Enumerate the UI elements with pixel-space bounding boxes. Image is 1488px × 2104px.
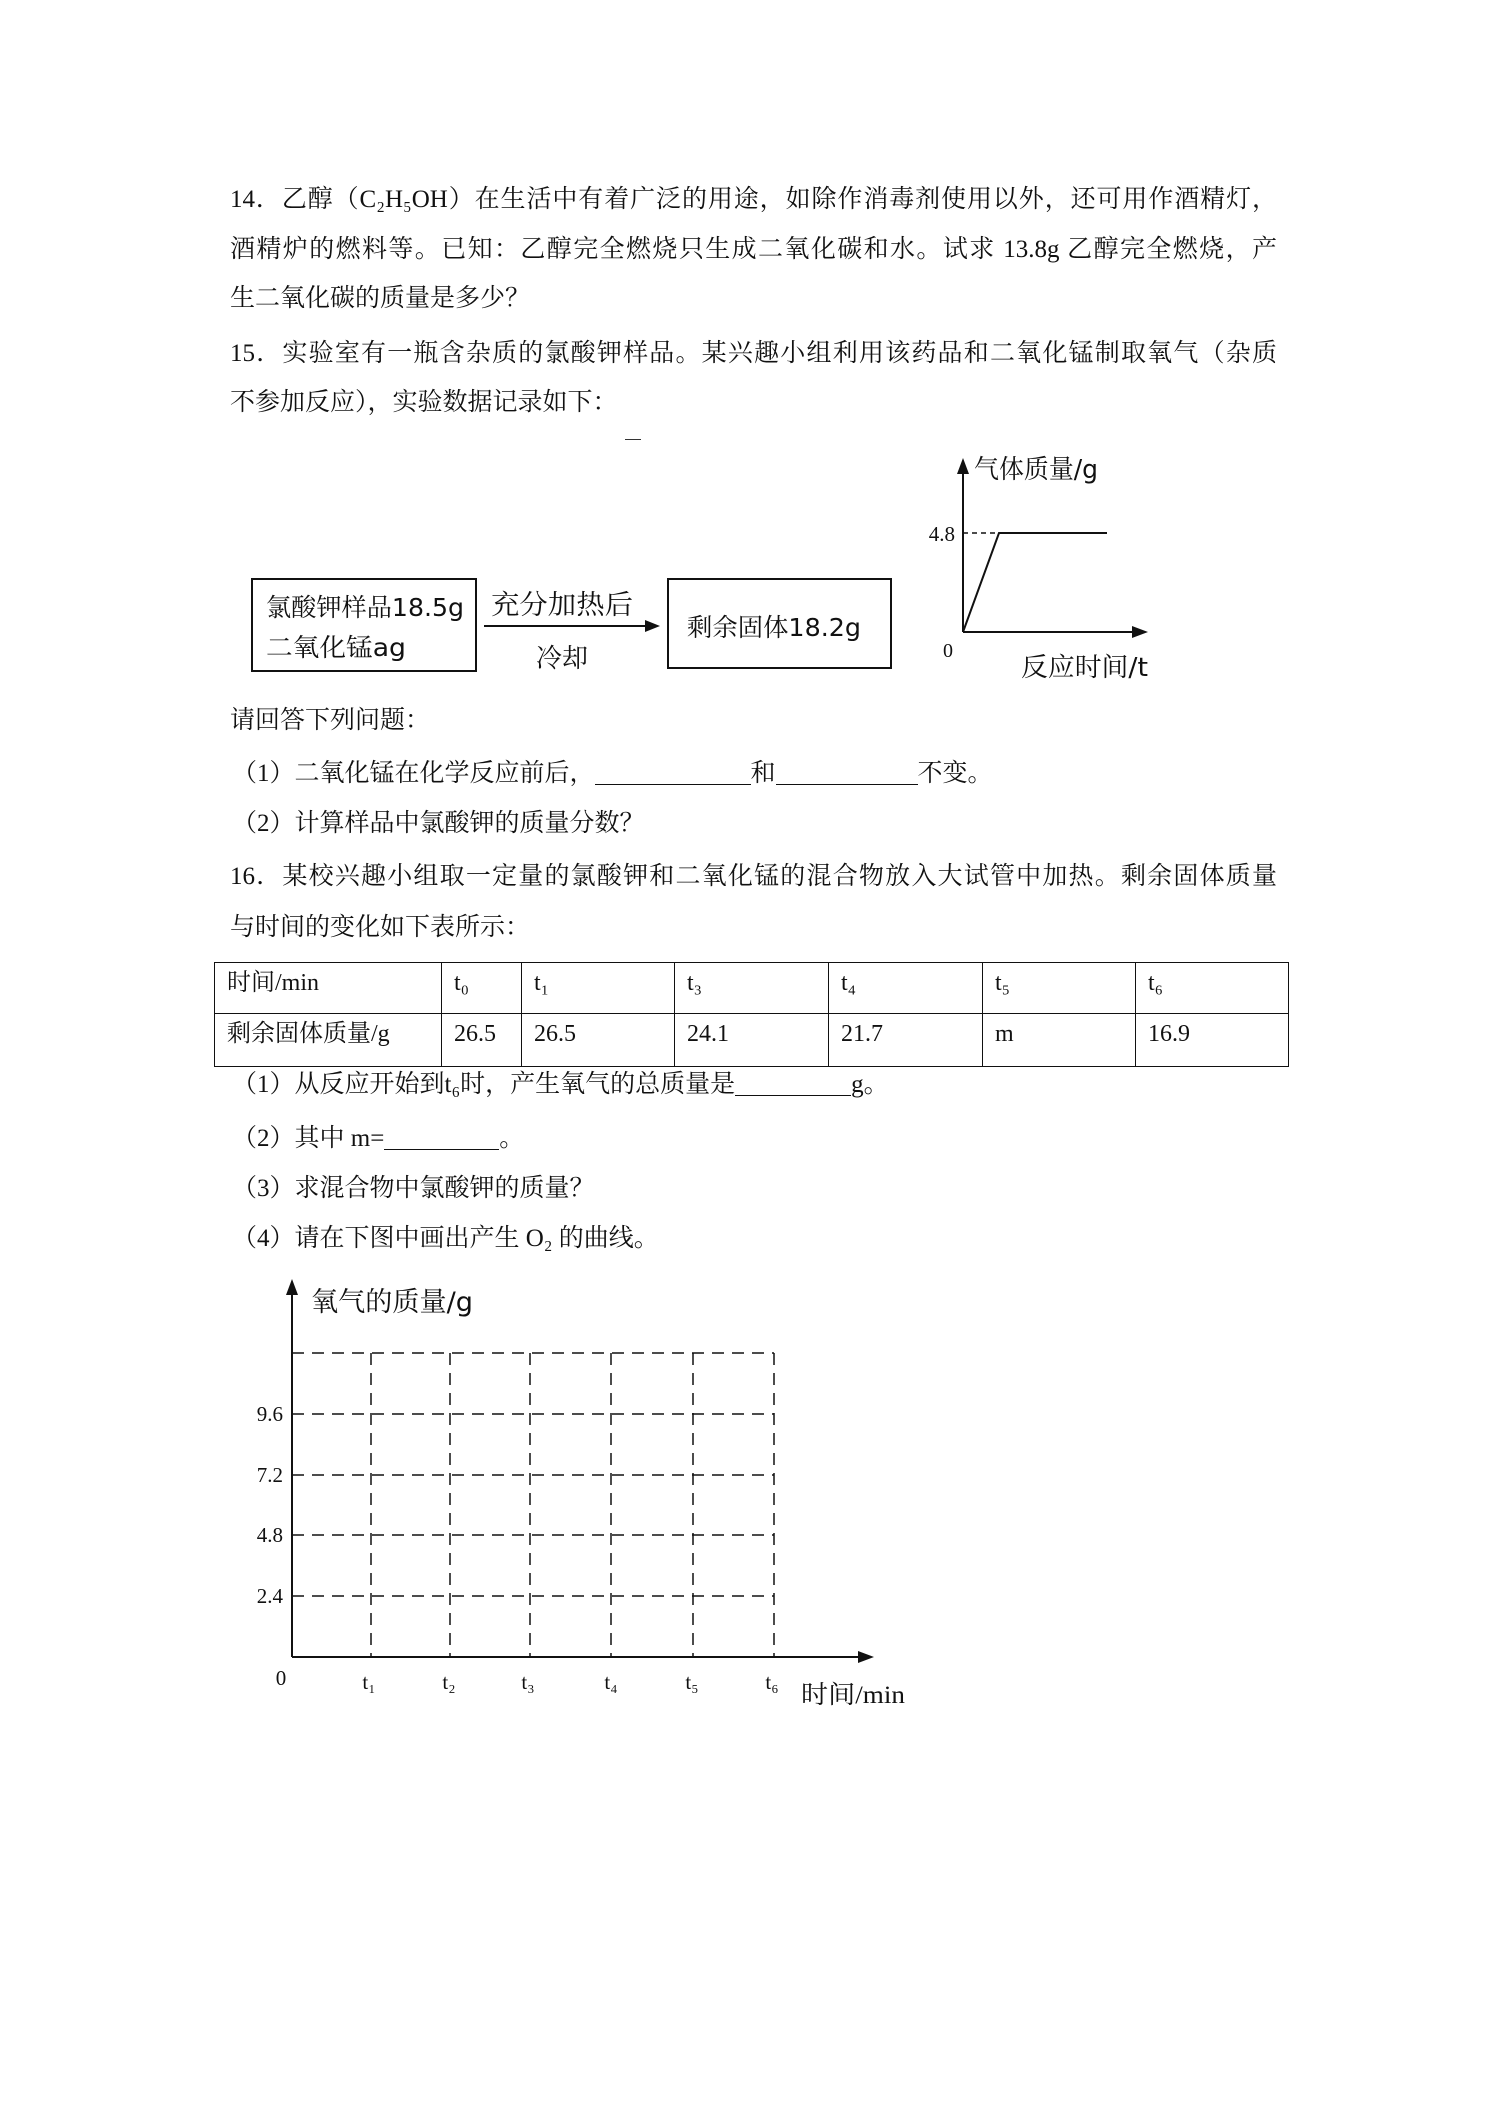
oxygen-mass-graph [257, 1279, 906, 1709]
q16-sub-question-4: （4）请在下图中画出产生 O₂ 的曲线。 [232, 1225, 659, 1252]
reactant-mno2-label: 二氧化锰ag [266, 633, 406, 662]
table-cell: 剩余固体质量/g [215, 1014, 442, 1067]
x-tick-label: t₁ [362, 1670, 376, 1694]
x-axis-arrow [1132, 626, 1148, 638]
q16-sub2-text-after: 。 [499, 1125, 525, 1152]
origin-label: 0 [943, 640, 953, 662]
arrow-condition-top: 充分加热后 [491, 590, 633, 621]
q15-line-2: 不参加反应），实验数据记录如下： [230, 389, 618, 416]
y-tick-label: 2.4 [256, 1584, 283, 1608]
table-cell: t₄ [829, 963, 983, 1014]
origin-label: 0 [275, 1666, 287, 1690]
q15-sub1-text-after: 不变。 [917, 760, 993, 787]
q14-line-2: 酒精炉的燃料等。已知：乙醇完全燃烧只生成二氧化碳和水。试求 13.8g 乙醇完全燃烧，产 [230, 236, 1277, 263]
x-tick-label: t₄ [604, 1670, 618, 1694]
table-cell: t₅ [983, 963, 1136, 1014]
y-axis-label: 气体质量/g [974, 455, 1098, 485]
reactant-sample-label: 氯酸钾样品18.5g [266, 593, 464, 622]
table-cell: t₃ [675, 963, 829, 1014]
q14-line-3: 生二氧化碳的质量是多少？ [230, 285, 531, 312]
y-tick-label: 7.2 [256, 1463, 283, 1487]
vertical-gridlines [371, 1353, 774, 1657]
residue-label: 剩余固体18.2g [687, 613, 861, 642]
table-cell: 26.5 [522, 1014, 675, 1067]
y-tick-label: 4.8 [928, 522, 955, 546]
table-cell: t₆ [1136, 963, 1289, 1014]
q15-line-1: 15．实验室有一瓶含杂质的氯酸钾样品。某兴趣小组利用该药品和二氧化锰制取氧气（杂质 [230, 340, 1277, 367]
table-cell: 时间/min [215, 963, 442, 1014]
table-cell: 24.1 [675, 1014, 829, 1067]
y-axis-arrow [957, 458, 969, 474]
table-cell: 16.9 [1136, 1014, 1289, 1067]
table-cell: 26.5 [442, 1014, 522, 1067]
x-tick-label: t₃ [521, 1670, 535, 1694]
q16-line-1: 16．某校兴趣小组取一定量的氯酸钾和二氧化锰的混合物放入大试管中加热。剩余固体质量 [230, 863, 1277, 890]
table-cell: t₁ [522, 963, 675, 1014]
table-cell: t₀ [442, 963, 522, 1014]
gas-mass-graph [929, 455, 1148, 683]
q14-line-1: 14．乙醇（C₂H₅OH）在生活中有着广泛的用途，如除作消毒剂使用以外，还可用作酒精灯， [230, 186, 1277, 213]
reaction-process-diagram [252, 579, 891, 674]
q15-sub-question-2: （2）计算样品中氯酸钾的质量分数？ [232, 810, 645, 837]
table-cell: 21.7 [829, 1014, 983, 1067]
horizontal-gridlines [292, 1353, 774, 1596]
q16-sub-question-3: （3）求混合物中氯酸钾的质量？ [232, 1175, 595, 1202]
x-tick-label: t₅ [685, 1670, 699, 1694]
x-axis-label: 反应时间/t [1021, 653, 1148, 683]
gas-mass-curve [963, 533, 1107, 632]
arrow-condition-bottom: 冷却 [535, 644, 589, 674]
q16-sub1-text-before: （1）从反应开始到t₆时，产生氧气的总质量是 [232, 1071, 736, 1098]
y-axis-arrow [286, 1279, 298, 1295]
x-axis-arrow [858, 1651, 874, 1663]
process-arrow-head [645, 620, 660, 632]
x-axis-label: 时间/min [801, 1682, 897, 1709]
q16-sub2-text-before: （2）其中 m= [232, 1125, 385, 1152]
q15-sub1-text-before: （1）二氧化锰在化学反应前后， [232, 760, 595, 787]
y-tick-label: 9.6 [256, 1402, 283, 1426]
q16-sub1-text-after: g。 [851, 1071, 889, 1098]
x-tick-label: t₆ [765, 1670, 779, 1694]
y-axis-label: 氧气的质量/g [311, 1287, 473, 1318]
q15-sub1-text-mid: 和 [750, 760, 776, 787]
q15-prompt: 请回答下列问题： [230, 707, 431, 734]
table-cell: m [983, 1014, 1136, 1067]
x-tick-label: t₂ [442, 1670, 456, 1694]
q16-line-2: 与时间的变化如下表所示： [230, 914, 531, 941]
y-tick-label: 4.8 [256, 1523, 283, 1547]
